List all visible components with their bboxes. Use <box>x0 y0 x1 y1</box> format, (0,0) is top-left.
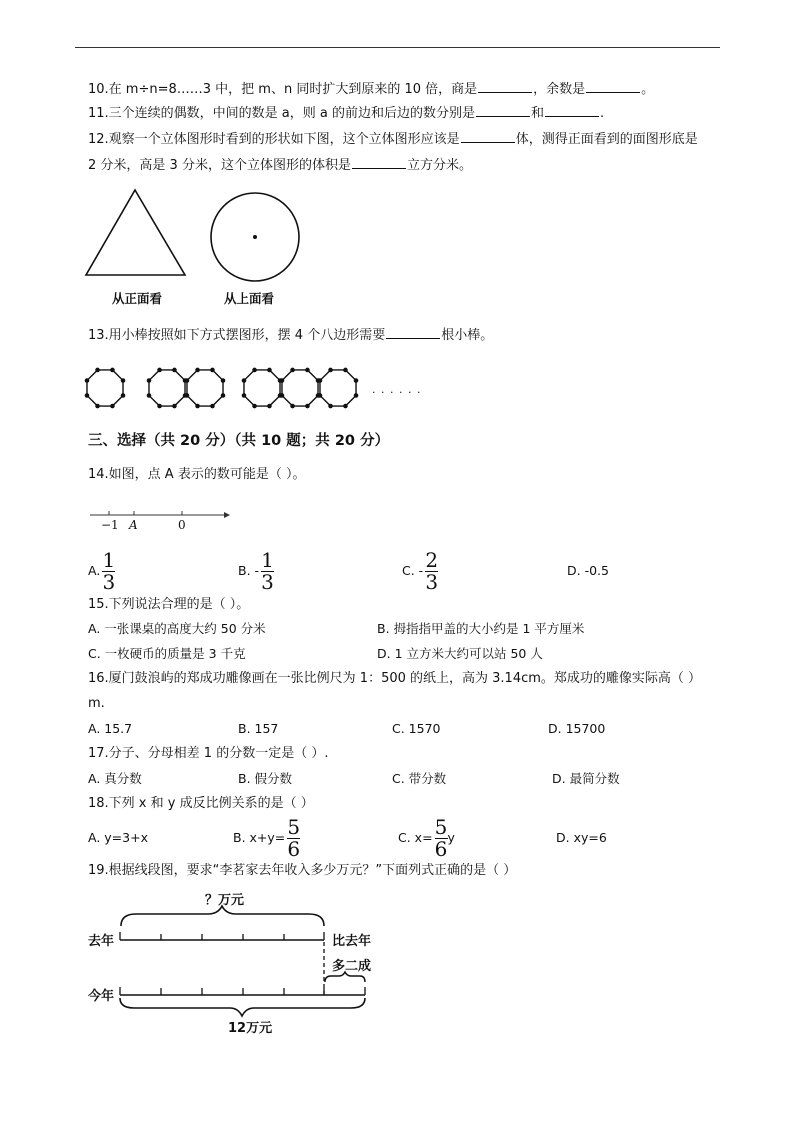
question-16: 16.厦门鼓浪屿的郑成功雕像画在一张比例尺为 1：500 的纸上，高为 3.14cm。郑成功的雕像实际高（ ） <box>88 671 702 686</box>
q10-blank-remainder[interactable] <box>586 80 640 93</box>
stick-joint-dot <box>280 393 285 398</box>
q16-option-d[interactable]: D. 15700 <box>548 721 606 736</box>
question-16-line-2: m. <box>88 696 105 711</box>
label-neg1: −1 <box>101 518 119 532</box>
q17-option-c[interactable]: C. 带分数 <box>392 771 447 786</box>
question-12 <box>88 130 698 149</box>
stick-joint-dot <box>267 368 272 373</box>
compare-label-1: 比去年 <box>332 934 372 949</box>
stick-joint-dot <box>185 378 190 383</box>
q14-option-d[interactable]: D. -0.5 <box>567 563 609 578</box>
q16-option-c[interactable]: C. 1570 <box>392 721 441 736</box>
q14-option-b[interactable] <box>238 548 274 594</box>
numerator: 1 <box>261 548 274 572</box>
q18-option-b[interactable] <box>233 815 301 861</box>
question-14: 14.如图，点 A 表示的数可能是（ ）。 <box>88 467 306 482</box>
q10-text-2: ，余数是 <box>533 82 586 97</box>
cone-top-view-figure <box>210 192 302 284</box>
q18-option-a[interactable]: A. y=3+x <box>88 830 148 845</box>
stick-joint-dot <box>172 404 177 409</box>
octagon-3-2 <box>282 370 318 406</box>
stick-joint-dot <box>290 404 295 409</box>
q16-option-a[interactable]: A. 15.7 <box>88 721 133 736</box>
q12-text: 12.观察一个立体图形时看到的形状如下图，这个立体图形应该是 <box>88 132 460 147</box>
q13-text: 13.用小棒按照如下方式摆图形，摆 4 个八边形需要 <box>88 328 386 343</box>
octagon-1-1 <box>87 370 123 406</box>
stick-joint-dot <box>110 404 115 409</box>
q17-option-b[interactable]: B. 假分数 <box>238 771 293 786</box>
question-13 <box>88 326 493 345</box>
stick-joint-dot <box>157 404 162 409</box>
numerator: 1 <box>102 548 116 572</box>
stick-joint-dot <box>354 378 359 383</box>
q10-text: 10.在 m÷n=8……3 中，把 m、n 同时扩大到原来的 10 倍，商是 <box>88 82 478 97</box>
q11-blank-before[interactable] <box>476 104 530 117</box>
stick-joint-dot <box>242 378 247 383</box>
front-view-caption: 从正面看 <box>112 291 163 306</box>
stick-joint-dot <box>95 404 100 409</box>
top-view-caption: 从上面看 <box>224 291 275 306</box>
q18-b-fraction <box>287 815 301 861</box>
stick-joint-dot <box>328 404 333 409</box>
section-3-heading: 三、选择（共 20 分）（共 10 题；共 20 分） <box>88 433 390 449</box>
triangle-shape <box>86 190 185 275</box>
stick-joint-dot <box>195 404 200 409</box>
top-brace <box>121 906 324 926</box>
q14-a-fraction <box>102 548 116 594</box>
q14-a-prefix: A. <box>88 563 101 578</box>
last-year-ticks <box>120 932 324 940</box>
line-segment-diagram <box>88 886 398 1036</box>
q18-option-d[interactable]: D. xy=6 <box>556 830 607 845</box>
stick-joint-dot <box>147 378 152 383</box>
q13-blank[interactable] <box>386 326 440 339</box>
header-rule <box>75 47 720 48</box>
stick-joint-dot <box>318 378 323 383</box>
question-12-line-2 <box>88 156 472 175</box>
this-year-label: 今年 <box>88 989 115 1004</box>
q12-text-2: 体，测得正面看到的面图形底是 <box>515 132 698 147</box>
q14-option-a[interactable] <box>88 548 116 594</box>
q15-option-a[interactable]: A. 一张课桌的高度大约 50 分米 <box>88 621 266 636</box>
label-A: A <box>129 518 138 532</box>
last-year-label: 去年 <box>88 934 115 949</box>
stick-joint-dot <box>157 368 162 373</box>
stick-joint-dot <box>85 378 90 383</box>
q15-option-b[interactable]: B. 拇指指甲盖的大小约是 1 平方厘米 <box>377 621 585 636</box>
q10-blank-quotient[interactable] <box>478 80 532 93</box>
compare-label-2: 多二成 <box>332 959 372 974</box>
stick-joint-dot <box>252 404 257 409</box>
stick-joint-dot <box>305 404 310 409</box>
denominator: 6 <box>434 837 448 861</box>
stick-joint-dot <box>305 368 310 373</box>
q14-b-prefix: B. - <box>238 563 260 578</box>
q18-option-c[interactable] <box>398 815 455 861</box>
number-line-arrow <box>224 512 230 518</box>
stick-joint-dot <box>147 393 152 398</box>
stick-joint-dot <box>343 368 348 373</box>
center-dot <box>253 235 257 239</box>
denominator: 6 <box>287 837 301 861</box>
q18-b-prefix: B. x+y= <box>233 830 286 845</box>
q12-text-3: 2 分米，高是 3 分米，这个立体图形的体积是 <box>88 158 351 173</box>
stick-joint-dot <box>172 368 177 373</box>
octagon-3-1 <box>244 370 280 406</box>
question-11 <box>88 104 604 123</box>
question-18: 18.下列 x 和 y 成反比例关系的是（ ） <box>88 796 314 811</box>
q14-c-fraction <box>425 548 439 594</box>
q12-text-4: 立方分米。 <box>406 158 472 173</box>
stick-joint-dot <box>290 368 295 373</box>
stick-joint-dot <box>121 393 126 398</box>
q11-text: 11.三个连续的偶数，中间的数是 a，则 a 的前边和后边的数分别是 <box>88 106 476 121</box>
stick-joint-dot <box>221 393 226 398</box>
bottom-brace <box>120 998 365 1016</box>
q11-text-3: . <box>600 106 605 121</box>
question-17: 17.分子、分母相差 1 的分数一定是（ ）. <box>88 746 329 761</box>
stick-joint-dot <box>328 368 333 373</box>
q15-option-d[interactable]: D. 1 立方米大约可以站 50 人 <box>377 646 543 661</box>
stick-joint-dot <box>252 368 257 373</box>
stick-joint-dot <box>280 378 285 383</box>
numerator: 2 <box>425 548 439 572</box>
q13-text-2: 根小棒。 <box>441 328 494 343</box>
stick-joint-dot <box>85 393 90 398</box>
q15-option-c[interactable]: C. 一枚硬币的质量是 3 千克 <box>88 646 246 661</box>
stick-joint-dot <box>318 393 323 398</box>
stick-joint-dot <box>110 368 115 373</box>
q18-c-prefix: C. x= <box>398 830 433 845</box>
stick-joint-dot <box>185 393 190 398</box>
stick-joint-dot <box>210 404 215 409</box>
q14-b-fraction <box>261 548 274 594</box>
denominator: 3 <box>261 570 274 594</box>
q17-option-a[interactable]: A. 真分数 <box>88 771 142 786</box>
q14-c-prefix: C. - <box>402 563 424 578</box>
q12-blank-volume[interactable] <box>352 156 406 169</box>
stick-joint-dot <box>195 368 200 373</box>
number-line-figure <box>90 506 230 532</box>
q11-text-2: 和 <box>531 106 545 121</box>
stick-joint-dot <box>354 393 359 398</box>
stick-joint-dot <box>267 404 272 409</box>
numerator: 5 <box>434 815 448 839</box>
q12-blank-solid[interactable] <box>461 130 515 143</box>
stick-joint-dot <box>95 368 100 373</box>
question-15: 15.下列说法合理的是（ ）。 <box>88 597 250 612</box>
q18-c-fraction <box>434 815 448 861</box>
question-10 <box>88 80 654 99</box>
stick-joint-dot <box>343 404 348 409</box>
octagon-3-3 <box>320 370 356 406</box>
q17-option-d[interactable]: D. 最简分数 <box>552 771 620 786</box>
numerator: 5 <box>287 815 301 839</box>
q11-blank-after[interactable] <box>545 104 599 117</box>
total-label: 12万元 <box>228 1021 273 1036</box>
label-0: 0 <box>178 518 186 532</box>
denominator: 3 <box>425 570 439 594</box>
cone-front-view-figure <box>84 188 194 280</box>
stick-joint-dot <box>242 393 247 398</box>
unknown-label: ？万元 <box>205 893 245 908</box>
octagon-ellipsis: · · · · · · <box>372 386 422 399</box>
q18-c-suffix: y <box>447 830 455 845</box>
this-year-ticks <box>120 987 365 995</box>
denominator: 3 <box>102 570 116 594</box>
stick-joint-dot <box>121 378 126 383</box>
octagon-2-1 <box>149 370 185 406</box>
stick-joint-dot <box>210 368 215 373</box>
question-19: 19.根据线段图，要求“李茗家去年收入多少万元？”下面列式正确的是（ ） <box>88 863 517 878</box>
stick-joint-dot <box>221 378 226 383</box>
octagon-2-2 <box>187 370 223 406</box>
q14-option-c[interactable] <box>402 548 439 594</box>
q10-text-3: 。 <box>641 82 655 97</box>
q16-option-b[interactable]: B. 157 <box>238 721 279 736</box>
